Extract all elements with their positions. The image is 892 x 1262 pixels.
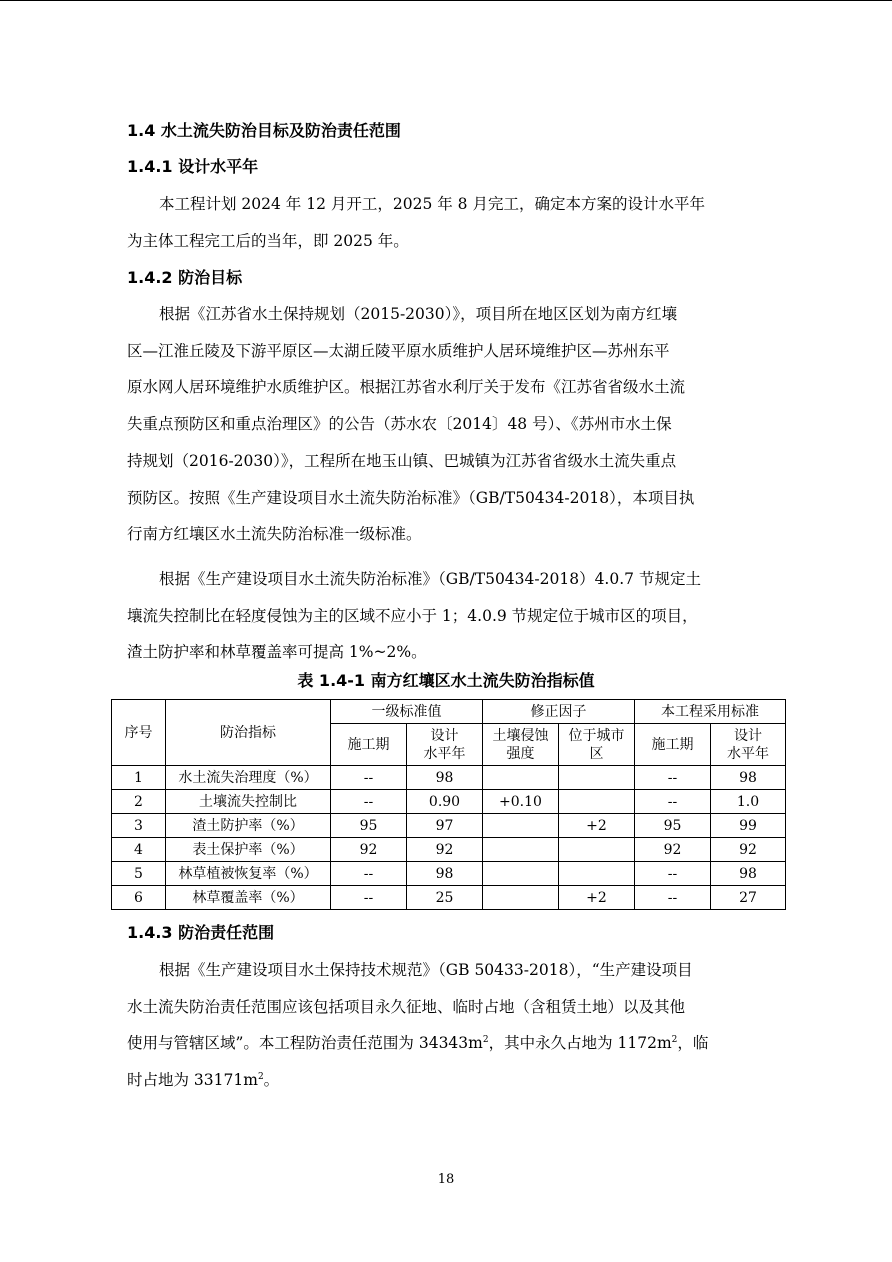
- paragraph-design-year: [127, 186, 769, 259]
- text-line: 根据《江苏省水土保持规划（2015-2030）》，项目所在地区区划为南方红壤: [159, 305, 678, 323]
- table-cell: 渣土防护率（%）: [166, 814, 331, 838]
- header-no: 序号: [112, 700, 166, 766]
- text-line: 时占地为 $33171m^2$。: [127, 1071, 280, 1090]
- paragraph-standard-adjustment: [127, 561, 769, 671]
- table-cell: 0.90: [407, 790, 483, 814]
- table-cell: --: [635, 790, 711, 814]
- table-header-row: [112, 700, 786, 724]
- paragraph-responsibility-scope: [127, 952, 769, 1099]
- table-cell: +2: [559, 886, 635, 910]
- table-cell: 92: [711, 838, 786, 862]
- table-cell: [483, 862, 559, 886]
- table-cell: [483, 814, 559, 838]
- text-line: 渣土防护率和林草覆盖率可提高 1%~2%。: [127, 643, 427, 662]
- table-row: [112, 862, 786, 886]
- subheader-construction: 施工期: [331, 724, 407, 766]
- table-cell: 水土流失治理度（%）: [166, 766, 331, 790]
- table-cell: --: [331, 790, 407, 814]
- table-cell: 98: [711, 766, 786, 790]
- subheader-erosion: 土壤侵蚀 强度: [483, 724, 559, 766]
- table-cell: 95: [635, 814, 711, 838]
- table-cell: 27: [711, 886, 786, 910]
- table-cell: 92: [407, 838, 483, 862]
- table-row: [112, 814, 786, 838]
- table-cell: [483, 766, 559, 790]
- table-cell: [483, 886, 559, 910]
- table-cell: 4: [112, 838, 166, 862]
- table-cell: --: [331, 862, 407, 886]
- text-line: 持规划（2016-2030）》，工程所在地玉山镇、巴城镇为江苏省省级水土流失重点: [127, 451, 677, 470]
- table-caption: 表 1.4-1 南方红壤区水土流失防治指标值: [297, 671, 595, 690]
- text-line: 行南方红壤区水土流失防治标准一级标准。: [127, 525, 422, 544]
- page-number: 18: [437, 1172, 455, 1187]
- table-cell: --: [635, 862, 711, 886]
- table-cell: 表土保护率（%）: [166, 838, 331, 862]
- subheader-design-year: 设计 水平年: [711, 724, 786, 766]
- text-line: 壤流失控制比在轻度侵蚀为主的区域不应小于 1；4.0.9 节规定位于城市区的项目，: [127, 606, 698, 625]
- subheader-city: 位于城市 区: [559, 724, 635, 766]
- table-row: [112, 886, 786, 910]
- table-cell: 92: [635, 838, 711, 862]
- section-heading-1-4: 1.4 水土流失防治目标及防治责任范围: [127, 121, 401, 140]
- text-line: 区—江淮丘陵及下游平原区—太湖丘陵平原水质维护人居环境维护区—苏州东平: [127, 341, 670, 360]
- table-cell: --: [331, 766, 407, 790]
- table-cell: 林草覆盖率（%）: [166, 886, 331, 910]
- table-cell: 98: [407, 766, 483, 790]
- table-cell: [559, 838, 635, 862]
- table-cell: --: [331, 886, 407, 910]
- top-border-line: [0, 0, 892, 1]
- table-cell: 5: [112, 862, 166, 886]
- table-cell: --: [635, 766, 711, 790]
- table-cell: [559, 790, 635, 814]
- table-cell: 98: [711, 862, 786, 886]
- text-line: 失重点预防区和重点治理区》的公告（苏水农〔2014〕48 号）、《苏州市水土保: [127, 415, 672, 434]
- text-line: 根据《生产建设项目水土保持技术规范》（GB 50433-2018），“生产建设项目: [159, 961, 693, 979]
- section-heading-1-4-2: 1.4.2 防治目标: [127, 268, 243, 287]
- table-cell: [483, 838, 559, 862]
- text-line: 本工程计划 2024 年 12 月开工，2025 年 8 月完工，确定本方案的设计水平年: [159, 195, 705, 213]
- table-cell: --: [635, 886, 711, 910]
- table-cell: 3: [112, 814, 166, 838]
- table-cell: [559, 766, 635, 790]
- table-cell: 99: [711, 814, 786, 838]
- text-line: 预防区。按照《生产建设项目水土流失防治标准》（GB/T50434-2018），本项目执: [127, 488, 695, 507]
- table-cell: [559, 862, 635, 886]
- table-cell: +2: [559, 814, 635, 838]
- section-heading-1-4-1: 1.4.1 设计水平年: [127, 157, 259, 176]
- table-cell: 92: [331, 838, 407, 862]
- header-correction: 修正因子: [483, 700, 635, 724]
- header-level1: 一级标准值: [331, 700, 483, 724]
- table-cell: 1: [112, 766, 166, 790]
- table-cell: 95: [331, 814, 407, 838]
- table-cell: 97: [407, 814, 483, 838]
- text-line: 为主体工程完工后的当年，即 2025 年。: [127, 231, 409, 250]
- table-cell: +0.10: [483, 790, 559, 814]
- text-line: 原水网人居环境维护水质维护区。根据江苏省水利厅关于发布《江苏省省级水土流: [127, 378, 686, 397]
- table-cell: 林草植被恢复率（%）: [166, 862, 331, 886]
- text-line: 根据《生产建设项目水土流失防治标准》（GB/T50434-2018）4.0.7 节规定土: [159, 570, 701, 588]
- text-line: 使用与管辖区域”。本工程防治责任范围为 $34343m^2$，其中永久占地为 $1172m^2$，临: [127, 1034, 709, 1053]
- paragraph-plan-basis: [127, 296, 769, 553]
- table-cell: 25: [407, 886, 483, 910]
- table-cell: 2: [112, 790, 166, 814]
- header-index: 防治指标: [166, 700, 331, 766]
- table-cell: 6: [112, 886, 166, 910]
- table-row: [112, 766, 786, 790]
- section-heading-1-4-3: 1.4.3 防治责任范围: [127, 923, 275, 942]
- table-row: [112, 790, 786, 814]
- prevention-index-table: [111, 699, 786, 910]
- table-cell: 土壤流失控制比: [166, 790, 331, 814]
- text-line: 水土流失防治责任范围应该包括项目永久征地、临时占地（含租赁土地）以及其他: [127, 997, 686, 1016]
- subheader-design-year: 设计 水平年: [407, 724, 483, 766]
- header-adopted: 本工程采用标准: [635, 700, 786, 724]
- table-row: [112, 838, 786, 862]
- table-cell: 98: [407, 862, 483, 886]
- table-cell: 1.0: [711, 790, 786, 814]
- subheader-construction: 施工期: [635, 724, 711, 766]
